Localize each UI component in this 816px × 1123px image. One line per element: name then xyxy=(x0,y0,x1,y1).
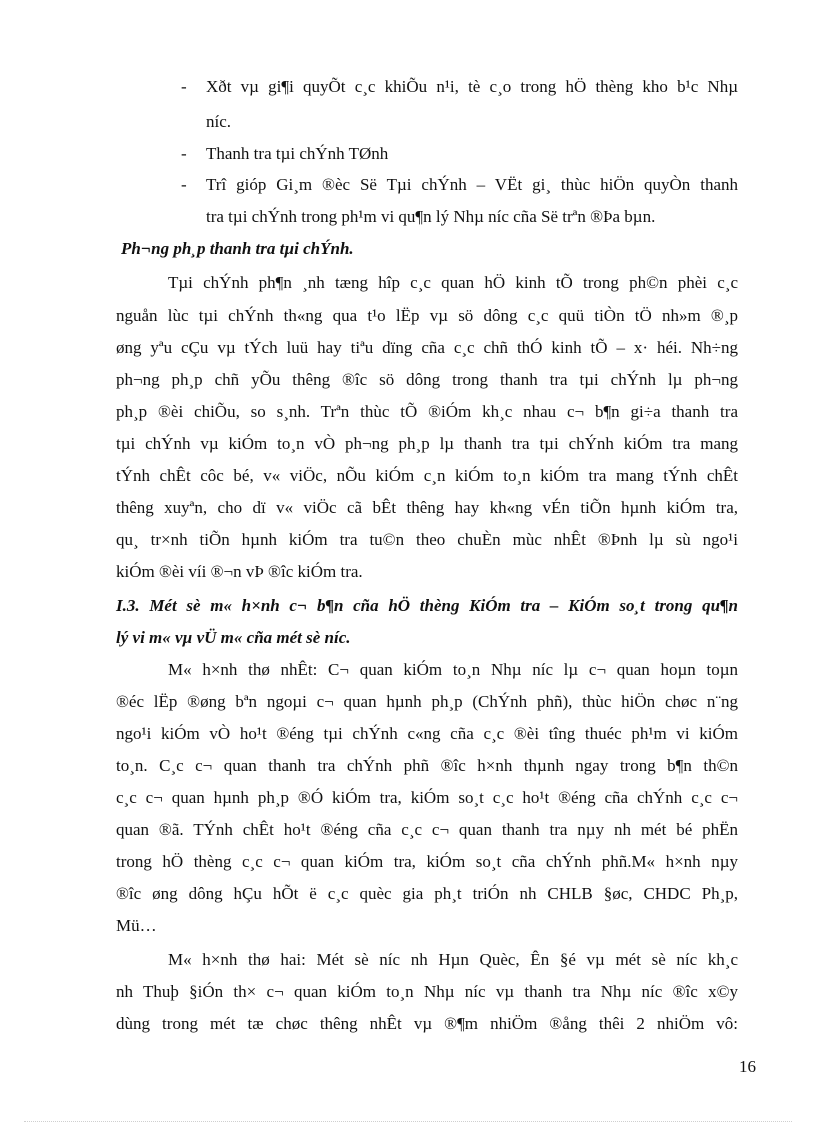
bullet-line: Thanh tra tµi chÝnh TØnh xyxy=(206,144,389,163)
bullet-line: Xðt vµ gi¶i quyÕt c¸c khiÕu n¹i, tè c¸o trong hÖ thèng kho b¹c Nhµ xyxy=(206,77,738,96)
paragraph-line: M« h×nh thø hai: Mét sè níc nh Hµn Quèc, Ên §é vµ mét sè níc kh¸c xyxy=(168,950,738,969)
paragraph-line: M« h×nh thø nhÊt: C¬ quan kiÓm to¸n Nhµ níc lµ c¬ quan hoµn toµn xyxy=(168,660,738,679)
paragraph-line: Mü… xyxy=(116,916,157,935)
paragraph-line: ph¬ng ph¸p chñ yÕu thêng ®îc sö dông trong thanh tra tµi chÝnh lµ ph¬ng xyxy=(116,370,738,389)
paragraph-line: c¸c c¬ quan hµnh ph¸p ®Ó kiÓm tra, kiÓm so¸t c¸c ho¹t ®éng cña chÝnh c¸c c¬ xyxy=(116,788,738,807)
paragraph-line: Tµi chÝnh ph¶n ¸nh tæng hîp c¸c quan hÖ kinh tÕ trong ph©n phèi c¸c xyxy=(168,273,738,292)
paragraph-line: dùng trong mét tæ chøc thêng nhÊt vµ ®¶m nhiÖm ®ång thêi 2 nhiÖm vô: xyxy=(116,1014,738,1033)
section-heading: lý vi m« vµ vÜ m« cña mét sè níc. xyxy=(116,628,351,647)
paragraph-line: nguån lùc tµi chÝnh th«ng qua t¹o lËp vµ sö dông c¸c quü tiÒn tÖ nh»m ®¸p xyxy=(116,306,738,325)
paragraph-line: ph¸p ®èi chiÕu, so s¸nh. Trªn thùc tÕ ®iÓm kh¸c nhau c¬ b¶n gi÷a thanh tra xyxy=(116,402,738,421)
paragraph-line: tµi chÝnh vµ kiÓm to¸n vÒ ph¬ng ph¸p lµ thanh tra tµi chÝnh kiÓm tra mang xyxy=(116,434,738,453)
bullet-dash: - xyxy=(181,144,187,163)
bullet-line: tra tµi chÝnh trong ph¹m vi qu¶n lý Nhµ níc cña Së trªn ®Þa bµn. xyxy=(206,207,656,226)
paragraph-line: thêng xuyªn, cho dï v« viÖc cã bÊt thêng hay kh«ng vÉn tiÕn hµnh kiÓm tra, xyxy=(116,498,738,517)
paragraph-line: kiÓm ®èi víi ®¬n vÞ ®îc kiÓm tra. xyxy=(116,562,363,581)
paragraph-line: to¸n. C¸c c¬ quan thanh tra chÝnh phñ ®îc h×nh thµnh ngay trong b¶n th©n xyxy=(116,756,738,775)
page-bottom-rule xyxy=(24,1121,792,1122)
page-number: 16 xyxy=(739,1057,756,1076)
bullet-dash: - xyxy=(181,175,187,194)
paragraph-line: ngo¹i kiÓm vÒ ho¹t ®éng tµi chÝnh c«ng cña c¸c ®èi tîng thuéc ph¹m vi kiÓm xyxy=(116,724,738,743)
bullet-line: níc. xyxy=(206,112,232,131)
bullet-line: Trî gióp Gi¸m ®èc Së Tµi chÝnh – VËt gi¸ thùc hiÖn quyÒn thanh xyxy=(206,175,738,194)
section-heading: I.3. Mét sè m« h×nh c¬ b¶n cña hÖ thèng KiÓm tra – KiÓm so¸t trong qu¶n xyxy=(116,596,738,615)
paragraph-line: nh Thuþ §iÓn th× c¬ quan kiÓm to¸n Nhµ níc vµ thanh tra Nhµ níc ®îc x©y xyxy=(116,982,738,1001)
paragraph-line: ®îc øng dông hÇu hÕt ë c¸c quèc gia ph¸t triÓn nh CHLB §øc, CHDC Ph¸p, xyxy=(116,884,738,903)
paragraph-line: quan ®ã. TÝnh chÊt ho¹t ®éng cña c¸c c¬ quan thanh tra nµy nh mét bé phËn xyxy=(116,820,738,839)
paragraph-line: ®éc lËp ®øng bªn ngoµi c¬ quan hµnh ph¸p (ChÝnh phñ), thùc hiÖn chøc n¨ng xyxy=(116,692,738,711)
paragraph-line: tÝnh chÊt côc bé, v« viÖc, nÕu kiÓm c¸n kiÓm to¸n kiÓm tra mang tÝnh chÊt xyxy=(116,466,738,485)
bullet-dash: - xyxy=(181,77,187,96)
paragraph-line: trong hÖ thèng c¸c c¬ quan kiÓm tra, kiÓm so¸t cña chÝnh phñ.M« h×nh nµy xyxy=(116,852,738,871)
section-heading: Ph¬ng ph¸p thanh tra tµi chÝnh. xyxy=(121,239,354,258)
paragraph-line: øng yªu cÇu vµ tÝch luü hay tiªu dïng cña c¸c chñ thÓ kinh tÕ – x· héi. Nh÷ng xyxy=(116,338,738,357)
paragraph-line: qu¸ tr×nh tiÕn hµnh kiÓm tra tu©n theo chuÈn mùc nhÊt ®Þnh lµ sù ngo¹i xyxy=(116,530,738,549)
